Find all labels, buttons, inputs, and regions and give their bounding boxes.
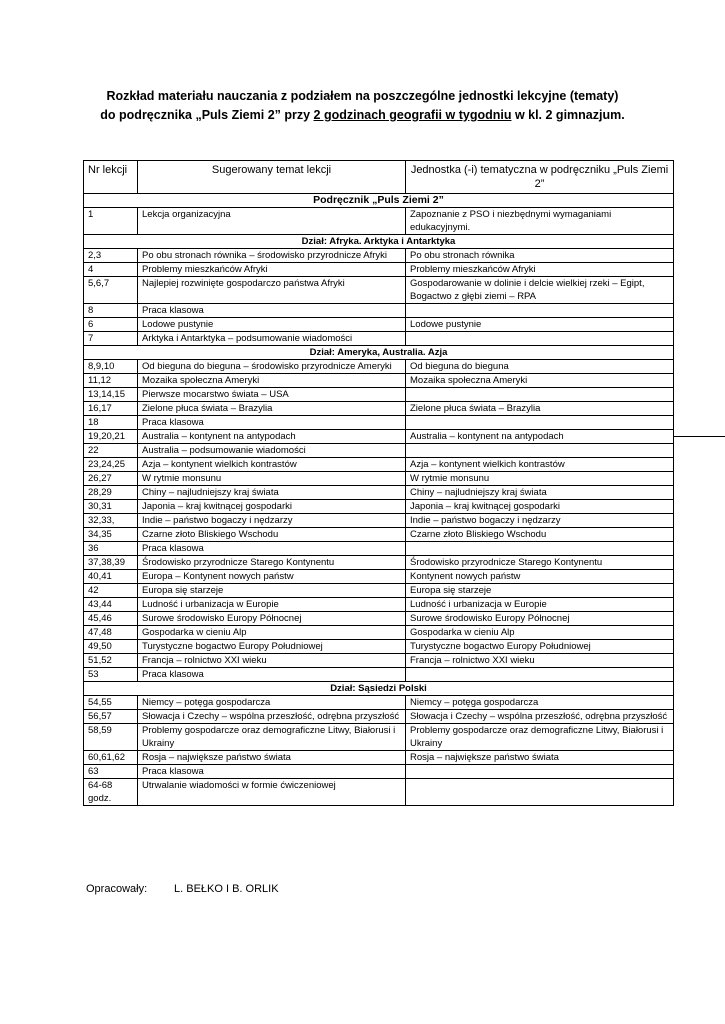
topic-cell: Francja – rolnictwo XXI wieku: [138, 654, 406, 668]
textbook-unit-cell: Azja – kontynent wielkich kontrastów: [406, 458, 674, 472]
table-row: [84, 444, 674, 458]
textbook-unit-cell: Gospodarka w cieniu Alp: [406, 626, 674, 640]
lesson-number-cell: 16,17: [84, 402, 138, 416]
table-row: [84, 263, 674, 277]
textbook-unit-cell: Japonia – kraj kwitnącej gospodarki: [406, 500, 674, 514]
topic-cell: Praca klasowa: [138, 765, 406, 779]
topic-cell: Azja – kontynent wielkich kontrastów: [138, 458, 406, 472]
lesson-number-cell: 53: [84, 668, 138, 682]
textbook-unit-cell: [406, 332, 674, 346]
table-row: [84, 332, 674, 346]
textbook-unit-cell: [406, 388, 674, 402]
title-line-2-underlined: 2 godzinach geografii w tygodniu: [313, 108, 512, 122]
topic-cell: Europa się starzeje: [138, 584, 406, 598]
topic-cell: Po obu stronach równika – środowisko przyrodnicze Afryki: [138, 249, 406, 263]
topic-cell: Australia – podsumowanie wiadomości: [138, 444, 406, 458]
table-row: [84, 612, 674, 626]
table-row: [84, 249, 674, 263]
lesson-number-cell: 60,61,62: [84, 751, 138, 765]
lesson-number-cell: 1: [84, 208, 138, 235]
table-row: [84, 304, 674, 318]
lesson-number-cell: 26,27: [84, 472, 138, 486]
prepared-by-label: Opracowały:: [86, 883, 148, 895]
topic-cell: Ludność i urbanizacja w Europie: [138, 598, 406, 612]
lesson-number-cell: 56,57: [84, 710, 138, 724]
textbook-unit-cell: [406, 765, 674, 779]
section-heading: Dział: Afryka. Arktyka i Antarktyka: [84, 235, 674, 249]
topic-cell: Czarne złoto Bliskiego Wschodu: [138, 528, 406, 542]
textbook-unit-cell: Indie – państwo bogaczy i nędzarzy: [406, 514, 674, 528]
textbook-unit-cell: Turystyczne bogactwo Europy Południowej: [406, 640, 674, 654]
table-row: [84, 598, 674, 612]
textbook-unit-cell: [406, 304, 674, 318]
textbook-unit-cell: [406, 416, 674, 430]
table-row: [84, 528, 674, 542]
lesson-number-cell: 5,6,7: [84, 277, 138, 304]
textbook-unit-cell: Rosja – największe państwo świata: [406, 751, 674, 765]
topic-cell: Australia – kontynent na antypodach: [138, 430, 406, 444]
table-header-row: [84, 161, 674, 194]
title-line-2-end: w kl. 2 gimnazjum.: [511, 108, 625, 122]
textbook-unit-cell: Niemcy – potęga gospodarcza: [406, 696, 674, 710]
topic-cell: Rosja – największe państwo świata: [138, 751, 406, 765]
table-row: [84, 374, 674, 388]
table-row: [84, 668, 674, 682]
lesson-number-cell: 34,35: [84, 528, 138, 542]
lesson-number-cell: 58,59: [84, 724, 138, 751]
topic-cell: Arktyka i Antarktyka – podsumowanie wiadomości: [138, 332, 406, 346]
document-title-line-1: Rozkład materiału nauczania z podziałem na poszczególne jednostki lekcyjne (tematy): [106, 89, 619, 103]
section-row: [84, 682, 674, 696]
textbook-unit-cell: Gospodarowanie w dolinie i delcie wielkiej rzeki – Egipt, Bogactwo z głębi ziemi – RPA: [406, 277, 674, 304]
table-row: [84, 472, 674, 486]
topic-cell: Słowacja i Czechy – wspólna przeszłość, odrębna przyszłość: [138, 710, 406, 724]
lesson-number-cell: 64-68 godz.: [84, 779, 138, 806]
lesson-number-cell: 2,3: [84, 249, 138, 263]
lesson-number-cell: 30,31: [84, 500, 138, 514]
table-row: [84, 724, 674, 751]
textbook-unit-cell: Zielone płuca świata – Brazylia: [406, 402, 674, 416]
textbook-unit-cell: Lodowe pustynie: [406, 318, 674, 332]
topic-cell: Najlepiej rozwinięte gospodarczo państwa Afryki: [138, 277, 406, 304]
topic-cell: Turystyczne bogactwo Europy Południowej: [138, 640, 406, 654]
topic-cell: Praca klasowa: [138, 542, 406, 556]
textbook-unit-cell: W rytmie monsunu: [406, 472, 674, 486]
lesson-number-cell: 63: [84, 765, 138, 779]
textbook-unit-cell: Ludność i urbanizacja w Europie: [406, 598, 674, 612]
table-row: [84, 542, 674, 556]
textbook-unit-cell: Kontynent nowych państw: [406, 570, 674, 584]
title-line-2-start: do podręcznika „Puls Ziemi 2” przy: [100, 108, 314, 122]
topic-cell: Pierwsze mocarstwo świata – USA: [138, 388, 406, 402]
textbook-unit-cell: [406, 444, 674, 458]
lesson-number-cell: 22: [84, 444, 138, 458]
textbook-row: [84, 194, 674, 208]
topic-cell: Problemy mieszkańców Afryki: [138, 263, 406, 277]
table-row: [84, 779, 674, 806]
textbook-unit-cell: Problemy gospodarcze oraz demograficzne Litwy, Białorusi i Ukrainy: [406, 724, 674, 751]
lesson-number-cell: 37,38,39: [84, 556, 138, 570]
lesson-number-cell: 47,48: [84, 626, 138, 640]
topic-cell: Środowisko przyrodnicze Starego Kontynentu: [138, 556, 406, 570]
table-row: [84, 584, 674, 598]
table-row: [84, 640, 674, 654]
topic-cell: Lekcja organizacyjna: [138, 208, 406, 235]
lesson-number-cell: 32,33,: [84, 514, 138, 528]
table-row: [84, 751, 674, 765]
textbook-unit-cell: Po obu stronach równika: [406, 249, 674, 263]
textbook-unit-cell: [406, 542, 674, 556]
table-row: [84, 710, 674, 724]
table-row: [84, 500, 674, 514]
table-row: [84, 416, 674, 430]
topic-cell: Lodowe pustynie: [138, 318, 406, 332]
table-row: [84, 430, 674, 444]
document-title-line-2: [0, 108, 725, 122]
lesson-number-cell: 13,14,15: [84, 388, 138, 402]
table-row: [84, 458, 674, 472]
stray-line: [673, 436, 725, 437]
lesson-number-cell: 49,50: [84, 640, 138, 654]
table-row: [84, 556, 674, 570]
lesson-number-cell: 23,24,25: [84, 458, 138, 472]
table-body: [84, 194, 674, 806]
topic-cell: Zielone płuca świata – Brazylia: [138, 402, 406, 416]
table-row: [84, 486, 674, 500]
textbook-unit-cell: Od bieguna do bieguna: [406, 360, 674, 374]
topic-cell: Od bieguna do bieguna – środowisko przyrodnicze Ameryki: [138, 360, 406, 374]
authors: L. BEŁKO I B. ORLIK: [174, 883, 279, 895]
lesson-number-cell: 18: [84, 416, 138, 430]
textbook-unit-cell: Środowisko przyrodnicze Starego Kontynentu: [406, 556, 674, 570]
lesson-number-cell: 36: [84, 542, 138, 556]
table-row: [84, 696, 674, 710]
textbook-unit-cell: Europa się starzeje: [406, 584, 674, 598]
lesson-number-cell: 19,20,21: [84, 430, 138, 444]
table-row: [84, 654, 674, 668]
topic-cell: Surowe środowisko Europy Północnej: [138, 612, 406, 626]
topic-cell: Indie – państwo bogaczy i nędzarzy: [138, 514, 406, 528]
table-row: [84, 388, 674, 402]
table-row: [84, 360, 674, 374]
table-row: [84, 277, 674, 304]
textbook-unit-cell: [406, 779, 674, 806]
textbook-unit-cell: Surowe środowisko Europy Północnej: [406, 612, 674, 626]
textbook-unit-cell: [406, 668, 674, 682]
lesson-number-cell: 8: [84, 304, 138, 318]
lesson-number-cell: 54,55: [84, 696, 138, 710]
topic-cell: Chiny – najludniejszy kraj świata: [138, 486, 406, 500]
section-heading: Dział: Ameryka, Australia. Azja: [84, 346, 674, 360]
lesson-number-cell: 28,29: [84, 486, 138, 500]
lesson-plan-table: [83, 160, 674, 806]
topic-cell: Utrwalanie wiadomości w formie ćwiczeniowej: [138, 779, 406, 806]
topic-cell: Japonia – kraj kwitnącej gospodarki: [138, 500, 406, 514]
table-row: [84, 570, 674, 584]
table-row: [84, 626, 674, 640]
table-row: [84, 514, 674, 528]
section-row: [84, 235, 674, 249]
topic-cell: Europa – Kontynent nowych państw: [138, 570, 406, 584]
lesson-number-cell: 51,52: [84, 654, 138, 668]
textbook-unit-cell: Francja – rolnictwo XXI wieku: [406, 654, 674, 668]
lesson-number-cell: 40,41: [84, 570, 138, 584]
table-row: [84, 318, 674, 332]
section-heading: Dział: Sąsiedzi Polski: [84, 682, 674, 696]
table-row: [84, 765, 674, 779]
textbook-unit-cell: Czarne złoto Bliskiego Wschodu: [406, 528, 674, 542]
textbook-unit-cell: Zapoznanie z PSO i niezbędnymi wymaganiami edukacyjnymi.: [406, 208, 674, 235]
lesson-number-cell: 45,46: [84, 612, 138, 626]
footer: [86, 883, 279, 895]
textbook-unit-cell: Słowacja i Czechy – wspólna przeszłość, odrębna przyszłość: [406, 710, 674, 724]
topic-cell: Mozaika społeczna Ameryki: [138, 374, 406, 388]
lesson-number-cell: 43,44: [84, 598, 138, 612]
topic-cell: Praca klasowa: [138, 668, 406, 682]
textbook-title: Podręcznik „Puls Ziemi 2”: [84, 194, 674, 208]
lesson-number-cell: 8,9,10: [84, 360, 138, 374]
topic-cell: Problemy gospodarcze oraz demograficzne Litwy, Białorusi i Ukrainy: [138, 724, 406, 751]
textbook-unit-cell: Mozaika społeczna Ameryki: [406, 374, 674, 388]
lesson-number-cell: 11,12: [84, 374, 138, 388]
lesson-number-cell: 4: [84, 263, 138, 277]
textbook-unit-cell: Australia – kontynent na antypodach: [406, 430, 674, 444]
topic-cell: Niemcy – potęga gospodarcza: [138, 696, 406, 710]
lesson-number-cell: 7: [84, 332, 138, 346]
textbook-unit-cell: Chiny – najludniejszy kraj świata: [406, 486, 674, 500]
lesson-number-cell: 42: [84, 584, 138, 598]
topic-cell: Gospodarka w cieniu Alp: [138, 626, 406, 640]
topic-cell: Praca klasowa: [138, 304, 406, 318]
topic-cell: Praca klasowa: [138, 416, 406, 430]
table-row: [84, 402, 674, 416]
lesson-number-cell: 6: [84, 318, 138, 332]
section-row: [84, 346, 674, 360]
topic-cell: W rytmie monsunu: [138, 472, 406, 486]
column-header-lesson-number: Nr lekcji: [84, 161, 138, 194]
column-header-topic: Sugerowany temat lekcji: [138, 161, 406, 194]
textbook-unit-cell: Problemy mieszkańców Afryki: [406, 263, 674, 277]
table-row: [84, 208, 674, 235]
column-header-textbook-unit: Jednostka (-i) tematyczna w podręczniku „Puls Ziemi 2”: [406, 161, 674, 194]
